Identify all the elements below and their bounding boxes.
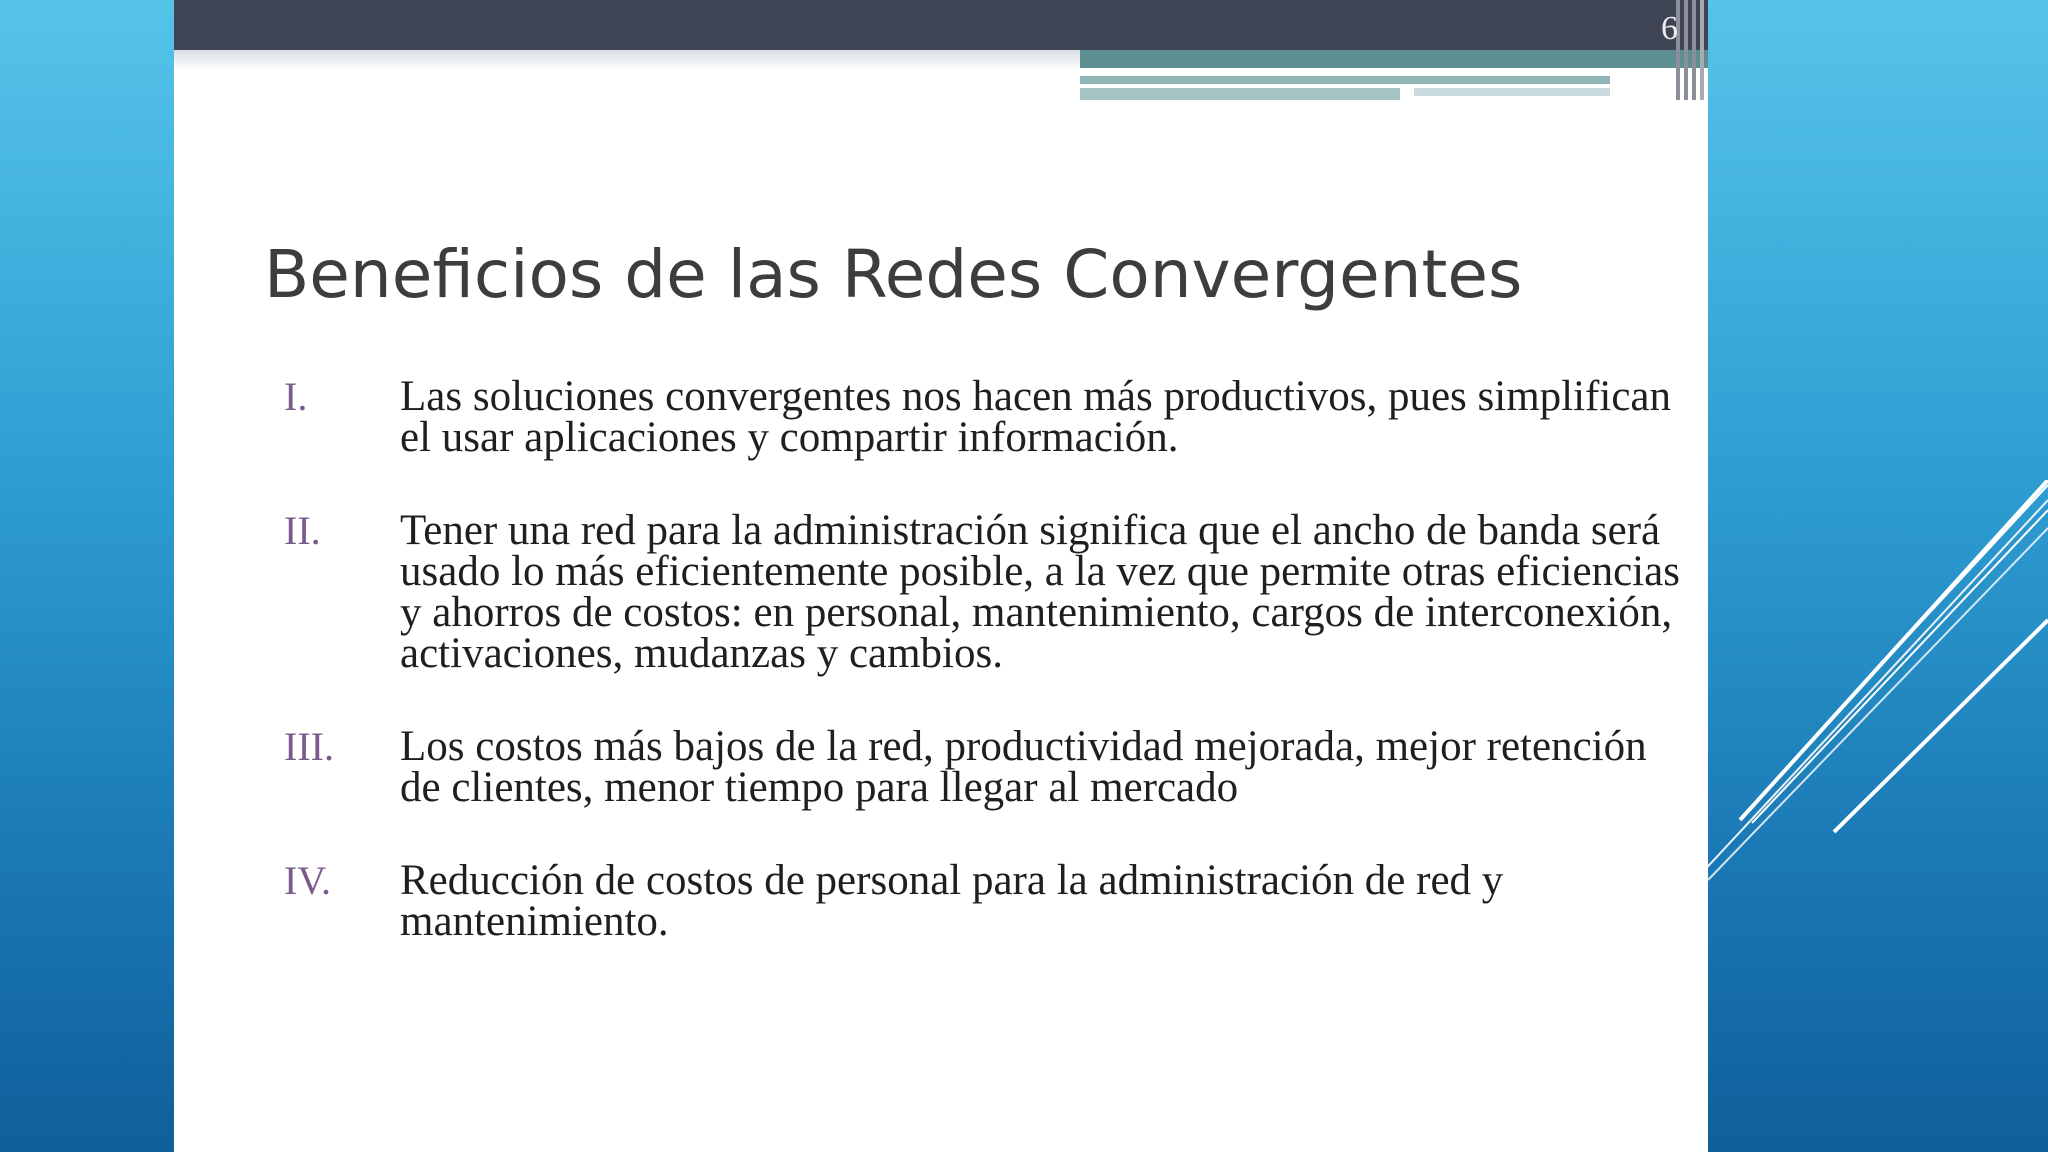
item-text: Las soluciones convergentes nos hacen más productivos, pues simplifican el usar aplicaciones y compartir información. xyxy=(400,373,1671,461)
accent-band xyxy=(1080,50,1708,68)
item-text: Los costos más bajos de la red, productividad mejorada, mejor retención de clientes, menor tiempo para llegar al mercado xyxy=(400,723,1647,811)
item-numeral: II. xyxy=(284,508,321,553)
decorative-diagonal-lines xyxy=(1700,480,2048,900)
accent-band-light xyxy=(1414,88,1610,96)
item-text: Reducción de costos de personal para la administración de red y mantenimiento. xyxy=(400,857,1504,945)
slide-title: Beneficios de las Redes Convergentes xyxy=(264,236,1523,313)
accent-band-lower xyxy=(1080,88,1400,100)
slide xyxy=(174,0,1708,1152)
list-item xyxy=(284,507,1684,677)
slide-header-bar xyxy=(174,0,1708,50)
list-item xyxy=(284,723,1684,811)
item-numeral: III. xyxy=(284,724,334,769)
item-numeral: IV. xyxy=(284,858,332,903)
benefits-list xyxy=(284,373,1684,945)
accent-band-gap xyxy=(1080,68,1708,76)
accent-band-thin xyxy=(1080,76,1610,84)
item-text: Tener una red para la administración significa que el ancho de banda será usado lo más eficientemente posible, a la vez que permite otras eficiencias y ahorros de costos: en personal, mantenimiento, cargos de interconexión, activaciones, mudanzas y cambios. xyxy=(400,507,1680,677)
list-item xyxy=(284,857,1684,945)
page-number: 6 xyxy=(1661,10,1678,47)
list-item xyxy=(284,373,1684,461)
item-numeral: I. xyxy=(284,374,308,419)
header-stripes xyxy=(1674,0,1708,100)
